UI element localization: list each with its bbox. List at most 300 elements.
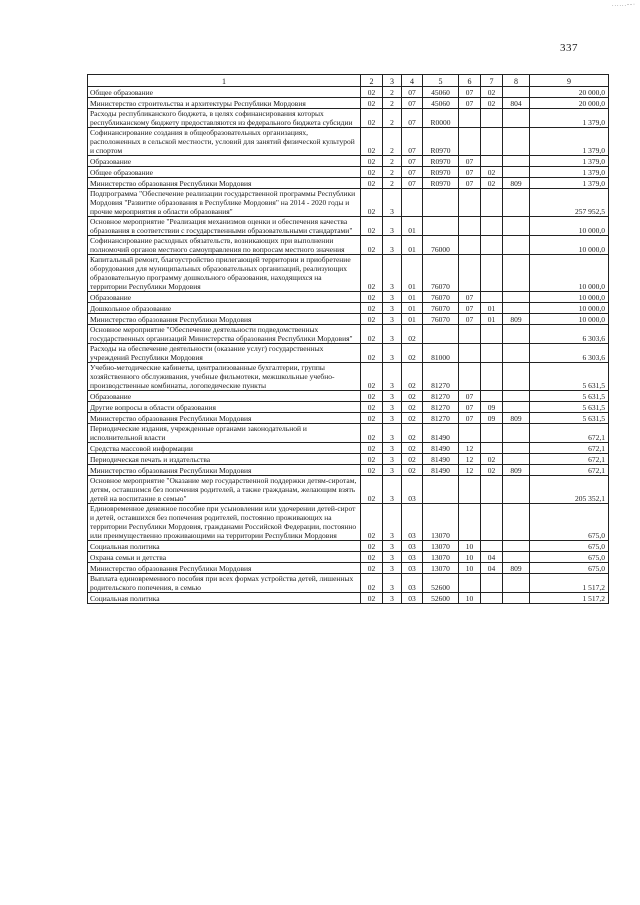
code-cell: 3	[383, 465, 402, 476]
table-row	[88, 391, 609, 402]
code-cell: R0000	[423, 109, 459, 128]
column-header: 1	[88, 75, 361, 87]
code-cell: 81490	[423, 424, 459, 443]
code-cell: 04	[481, 563, 503, 574]
code-cell	[481, 156, 503, 167]
code-cell: 02	[361, 454, 383, 465]
code-cell: 02	[361, 413, 383, 424]
code-cell: 81270	[423, 402, 459, 413]
row-name-cell: Образование	[88, 292, 361, 303]
code-cell: 3	[383, 476, 402, 504]
code-cell	[503, 236, 530, 255]
table-header-row	[88, 75, 609, 87]
code-cell: 13070	[423, 541, 459, 552]
code-cell: 02	[361, 98, 383, 109]
code-cell: 03	[402, 476, 423, 504]
row-name-cell: Министерство образования Республики Мордовия	[88, 314, 361, 325]
code-cell: 81000	[423, 344, 459, 363]
table-row	[88, 454, 609, 465]
code-cell	[503, 156, 530, 167]
code-cell	[503, 574, 530, 593]
code-cell: 02	[402, 391, 423, 402]
code-cell: 02	[361, 574, 383, 593]
row-name-cell: Общее образование	[88, 87, 361, 98]
code-cell: 02	[361, 424, 383, 443]
code-cell: 76000	[423, 236, 459, 255]
row-name-cell: Основное мероприятие "Оказание мер государственной поддержки детям-сиротам, детям, оставшимся без попечения родителей, а также гражданам, желающим взять детей на воспитание в семью"	[88, 476, 361, 504]
amount-cell: 10 000,0	[530, 236, 609, 255]
code-cell: 01	[402, 255, 423, 292]
table-row	[88, 128, 609, 156]
row-name-cell: Капитальный ремонт, благоустройство прилегающей территории и приобретение оборудования для муниципальных образовательных организаций, реализующих образовательную программу дошкольного образования, находящихся на территории Республики Мордовия	[88, 255, 361, 292]
code-cell: 02	[361, 344, 383, 363]
code-cell	[459, 424, 481, 443]
code-cell: 01	[481, 303, 503, 314]
code-cell: 02	[402, 443, 423, 454]
amount-cell: 20 000,0	[530, 87, 609, 98]
code-cell: 07	[459, 314, 481, 325]
code-cell: 09	[481, 402, 503, 413]
table-row	[88, 167, 609, 178]
amount-cell: 5 631,5	[530, 391, 609, 402]
code-cell: 81270	[423, 363, 459, 391]
code-cell: 03	[402, 541, 423, 552]
code-cell	[503, 303, 530, 314]
code-cell: 02	[361, 156, 383, 167]
column-header: 9	[530, 75, 609, 87]
column-header: 2	[361, 75, 383, 87]
code-cell: 07	[402, 98, 423, 109]
code-cell: 76070	[423, 292, 459, 303]
amount-cell: 20 000,0	[530, 98, 609, 109]
amount-cell: 205 352,1	[530, 476, 609, 504]
code-cell: 52600	[423, 574, 459, 593]
code-cell: 13070	[423, 504, 459, 541]
code-cell: 07	[402, 109, 423, 128]
scan-mark: ......--·	[612, 2, 636, 8]
column-header: 3	[383, 75, 402, 87]
code-cell: 12	[459, 443, 481, 454]
amount-cell: 1 379,0	[530, 109, 609, 128]
row-name-cell: Министерство строительства и архитектуры Республики Мордовия	[88, 98, 361, 109]
table-row	[88, 541, 609, 552]
code-cell	[481, 189, 503, 217]
column-header: 6	[459, 75, 481, 87]
code-cell	[459, 236, 481, 255]
code-cell	[503, 167, 530, 178]
amount-cell: 672,1	[530, 454, 609, 465]
row-name-cell: Министерство образования Республики Мордовия	[88, 465, 361, 476]
code-cell	[459, 325, 481, 344]
code-cell	[481, 593, 503, 604]
code-cell: 3	[383, 314, 402, 325]
code-cell	[402, 189, 423, 217]
amount-cell: 675,0	[530, 563, 609, 574]
code-cell: 13070	[423, 552, 459, 563]
code-cell: 03	[402, 552, 423, 563]
table-row	[88, 217, 609, 236]
code-cell: 3	[383, 255, 402, 292]
code-cell	[481, 476, 503, 504]
code-cell: 09	[481, 413, 503, 424]
code-cell: 07	[459, 402, 481, 413]
code-cell: 76070	[423, 314, 459, 325]
code-cell	[481, 391, 503, 402]
table-row	[88, 292, 609, 303]
code-cell: R0970	[423, 178, 459, 189]
code-cell: 07	[459, 167, 481, 178]
code-cell	[503, 217, 530, 236]
code-cell: R0970	[423, 128, 459, 156]
code-cell: 45060	[423, 98, 459, 109]
code-cell: 02	[361, 443, 383, 454]
code-cell	[459, 255, 481, 292]
code-cell	[481, 292, 503, 303]
table-row	[88, 465, 609, 476]
code-cell: 3	[383, 236, 402, 255]
amount-cell: 675,0	[530, 504, 609, 541]
code-cell	[503, 504, 530, 541]
code-cell: 3	[383, 303, 402, 314]
code-cell: 07	[459, 391, 481, 402]
code-cell	[503, 189, 530, 217]
code-cell: 3	[383, 344, 402, 363]
code-cell: 804	[503, 98, 530, 109]
code-cell: 02	[402, 424, 423, 443]
row-name-cell: Подпрограмма "Обеспечение реализации государственной программы Республики Мордовия "Развитие образования в Республике Мордовия" на 2014 - 2020 годы и прочие мероприятия в области образования"	[88, 189, 361, 217]
code-cell	[423, 189, 459, 217]
row-name-cell: Основное мероприятие "Обеспечение деятельности подведомственных государственных организаций Министерства образования Республики Мордовия"	[88, 325, 361, 344]
code-cell: 809	[503, 413, 530, 424]
row-name-cell: Расходы на обеспечение деятельности (оказание услуг) государственных учреждений Республики Мордовия	[88, 344, 361, 363]
code-cell: 10	[459, 552, 481, 563]
code-cell: R0970	[423, 156, 459, 167]
code-cell	[481, 363, 503, 391]
amount-cell: 675,0	[530, 541, 609, 552]
amount-cell: 1 379,0	[530, 128, 609, 156]
code-cell	[503, 363, 530, 391]
code-cell: 3	[383, 541, 402, 552]
code-cell	[459, 504, 481, 541]
code-cell	[423, 325, 459, 344]
code-cell	[503, 128, 530, 156]
code-cell: 3	[383, 454, 402, 465]
code-cell	[503, 424, 530, 443]
row-name-cell: Социальная политика	[88, 541, 361, 552]
code-cell	[459, 574, 481, 593]
code-cell: 76070	[423, 303, 459, 314]
code-cell: 07	[459, 178, 481, 189]
code-cell: 3	[383, 402, 402, 413]
amount-cell: 1 517,2	[530, 574, 609, 593]
code-cell	[503, 541, 530, 552]
amount-cell: 1 379,0	[530, 156, 609, 167]
code-cell: 02	[361, 541, 383, 552]
code-cell	[503, 87, 530, 98]
code-cell: 07	[402, 128, 423, 156]
code-cell	[459, 363, 481, 391]
amount-cell: 1 379,0	[530, 167, 609, 178]
code-cell	[503, 454, 530, 465]
table-row	[88, 574, 609, 593]
code-cell	[481, 236, 503, 255]
code-cell	[481, 255, 503, 292]
code-cell: 02	[361, 167, 383, 178]
code-cell: 2	[383, 178, 402, 189]
code-cell	[481, 443, 503, 454]
code-cell	[503, 443, 530, 454]
table-row	[88, 344, 609, 363]
code-cell: 01	[402, 292, 423, 303]
code-cell: 02	[481, 98, 503, 109]
row-name-cell: Учебно-методические кабинеты, централизованные бухгалтерии, группы хозяйственного обслуживания, учебные фильмотеки, межшкольные учебно-производственные комбинаты, логопедические пункты	[88, 363, 361, 391]
row-name-cell: Социальная политика	[88, 593, 361, 604]
code-cell: 02	[361, 363, 383, 391]
code-cell: 81270	[423, 391, 459, 402]
code-cell: 02	[361, 189, 383, 217]
code-cell: 02	[481, 454, 503, 465]
amount-cell: 5 631,5	[530, 363, 609, 391]
table-row	[88, 413, 609, 424]
code-cell: 3	[383, 292, 402, 303]
code-cell: 2	[383, 128, 402, 156]
row-name-cell: Образование	[88, 391, 361, 402]
code-cell: 2	[383, 156, 402, 167]
code-cell: 02	[361, 402, 383, 413]
table-row	[88, 178, 609, 189]
code-cell: 07	[459, 292, 481, 303]
row-name-cell: Министерство образования Республики Мордовия	[88, 413, 361, 424]
code-cell	[503, 325, 530, 344]
code-cell	[459, 344, 481, 363]
code-cell: 3	[383, 424, 402, 443]
table-row	[88, 363, 609, 391]
row-name-cell: Выплата единовременного пособия при всех формах устройства детей, лишенных родительского попечения, в семью	[88, 574, 361, 593]
code-cell: 12	[459, 465, 481, 476]
code-cell: 45060	[423, 87, 459, 98]
row-name-cell: Средства массовой информации	[88, 443, 361, 454]
row-name-cell: Периодические издания, учрежденные органами законодательной и исполнительной власти	[88, 424, 361, 443]
code-cell	[481, 504, 503, 541]
amount-cell: 675,0	[530, 552, 609, 563]
code-cell: 01	[481, 314, 503, 325]
code-cell: 2	[383, 109, 402, 128]
amount-cell: 10 000,0	[530, 292, 609, 303]
code-cell: 04	[481, 552, 503, 563]
amount-cell: 5 631,5	[530, 402, 609, 413]
code-cell: 3	[383, 593, 402, 604]
code-cell: 02	[361, 178, 383, 189]
amount-cell: 10 000,0	[530, 217, 609, 236]
code-cell	[481, 325, 503, 344]
code-cell: 10	[459, 563, 481, 574]
code-cell	[459, 476, 481, 504]
code-cell: 81490	[423, 465, 459, 476]
code-cell: 2	[383, 167, 402, 178]
page-number: 337	[560, 42, 578, 54]
amount-cell: 672,1	[530, 424, 609, 443]
code-cell: 809	[503, 563, 530, 574]
table-body	[88, 87, 609, 604]
code-cell: 2	[383, 98, 402, 109]
row-name-cell: Министерство образования Республики Мордовия	[88, 178, 361, 189]
table-row	[88, 314, 609, 325]
amount-cell: 1 517,2	[530, 593, 609, 604]
column-header: 8	[503, 75, 530, 87]
code-cell: 07	[402, 87, 423, 98]
code-cell: 02	[361, 325, 383, 344]
code-cell	[481, 424, 503, 443]
code-cell	[481, 128, 503, 156]
code-cell: 07	[459, 87, 481, 98]
row-name-cell: Софинансирование создания в общеобразовательных организациях, расположенных в сельской местности, условий для занятий физической культурой и спортом	[88, 128, 361, 156]
row-name-cell: Расходы республиканского бюджета, в целях софинансирования которых республиканскому бюджету предоставляются из федерального бюджета субсидии	[88, 109, 361, 128]
amount-cell: 10 000,0	[530, 314, 609, 325]
code-cell: 02	[402, 454, 423, 465]
amount-cell: 1 379,0	[530, 178, 609, 189]
code-cell: 81270	[423, 413, 459, 424]
code-cell	[423, 217, 459, 236]
code-cell: 3	[383, 574, 402, 593]
code-cell: 03	[402, 593, 423, 604]
code-cell: 02	[361, 504, 383, 541]
code-cell	[423, 476, 459, 504]
code-cell	[503, 476, 530, 504]
table-row	[88, 156, 609, 167]
code-cell: 02	[361, 552, 383, 563]
code-cell	[459, 217, 481, 236]
row-name-cell: Дошкольное образование	[88, 303, 361, 314]
code-cell: 02	[361, 292, 383, 303]
amount-cell: 10 000,0	[530, 255, 609, 292]
code-cell: 81490	[423, 443, 459, 454]
code-cell: 07	[459, 156, 481, 167]
code-cell: 12	[459, 454, 481, 465]
code-cell: 10	[459, 541, 481, 552]
code-cell	[459, 128, 481, 156]
table-row	[88, 98, 609, 109]
code-cell: 3	[383, 391, 402, 402]
table-row	[88, 476, 609, 504]
table-row	[88, 189, 609, 217]
code-cell: 02	[361, 303, 383, 314]
column-header: 7	[481, 75, 503, 87]
code-cell: 3	[383, 217, 402, 236]
code-cell: 07	[459, 303, 481, 314]
code-cell	[481, 574, 503, 593]
code-cell: 03	[402, 563, 423, 574]
table-row	[88, 593, 609, 604]
amount-cell: 672,1	[530, 465, 609, 476]
code-cell: 3	[383, 504, 402, 541]
code-cell: R0970	[423, 167, 459, 178]
code-cell: 02	[402, 465, 423, 476]
table-row	[88, 236, 609, 255]
code-cell: 02	[402, 402, 423, 413]
column-header: 4	[402, 75, 423, 87]
code-cell: 02	[361, 109, 383, 128]
table-row	[88, 402, 609, 413]
code-cell: 809	[503, 465, 530, 476]
code-cell: 809	[503, 314, 530, 325]
code-cell: 02	[361, 217, 383, 236]
code-cell: 3	[383, 443, 402, 454]
code-cell: 03	[402, 504, 423, 541]
code-cell	[503, 109, 530, 128]
table-row	[88, 563, 609, 574]
table-row	[88, 443, 609, 454]
code-cell: 10	[459, 593, 481, 604]
code-cell	[503, 593, 530, 604]
code-cell: 76070	[423, 255, 459, 292]
code-cell: 02	[361, 128, 383, 156]
code-cell: 02	[361, 255, 383, 292]
code-cell: 02	[481, 465, 503, 476]
code-cell	[503, 344, 530, 363]
code-cell: 02	[361, 391, 383, 402]
code-cell: 02	[481, 178, 503, 189]
table-row	[88, 109, 609, 128]
amount-cell: 672,1	[530, 443, 609, 454]
amount-cell: 6 303,6	[530, 325, 609, 344]
code-cell	[503, 391, 530, 402]
code-cell: 3	[383, 325, 402, 344]
code-cell: 3	[383, 189, 402, 217]
table-row	[88, 552, 609, 563]
code-cell: 07	[402, 167, 423, 178]
code-cell: 07	[459, 413, 481, 424]
code-cell: 02	[402, 363, 423, 391]
code-cell: 02	[481, 167, 503, 178]
code-cell	[459, 109, 481, 128]
code-cell: 01	[402, 303, 423, 314]
table-row	[88, 424, 609, 443]
code-cell	[503, 552, 530, 563]
row-name-cell: Охрана семьи и детства	[88, 552, 361, 563]
code-cell: 02	[481, 87, 503, 98]
code-cell	[481, 541, 503, 552]
table-row	[88, 325, 609, 344]
table-row	[88, 255, 609, 292]
code-cell: 03	[402, 574, 423, 593]
code-cell: 01	[402, 236, 423, 255]
code-cell: 3	[383, 552, 402, 563]
row-name-cell: Министерство образования Республики Мордовия	[88, 563, 361, 574]
table-row	[88, 504, 609, 541]
amount-cell: 257 952,5	[530, 189, 609, 217]
code-cell: 81490	[423, 454, 459, 465]
code-cell: 02	[402, 413, 423, 424]
table-row	[88, 303, 609, 314]
code-cell: 07	[402, 156, 423, 167]
code-cell	[459, 189, 481, 217]
code-cell: 02	[361, 87, 383, 98]
code-cell: 02	[402, 325, 423, 344]
code-cell: 809	[503, 178, 530, 189]
code-cell	[481, 109, 503, 128]
code-cell: 02	[402, 344, 423, 363]
code-cell: 02	[361, 236, 383, 255]
row-name-cell: Образование	[88, 156, 361, 167]
code-cell	[503, 402, 530, 413]
code-cell: 02	[361, 593, 383, 604]
code-cell: 02	[361, 314, 383, 325]
row-name-cell: Другие вопросы в области образования	[88, 402, 361, 413]
code-cell: 3	[383, 563, 402, 574]
code-cell: 01	[402, 217, 423, 236]
amount-cell: 6 303,6	[530, 344, 609, 363]
row-name-cell: Единовременное денежное пособие при усыновлении или удочерении детей-сирот и детей, оставшихся без попечения родителей, постоянно проживающих на территории Республики Мордовия, гражданами Российской Федерации, постоянно или преимущественно проживающими на территории Республики Мордовия	[88, 504, 361, 541]
